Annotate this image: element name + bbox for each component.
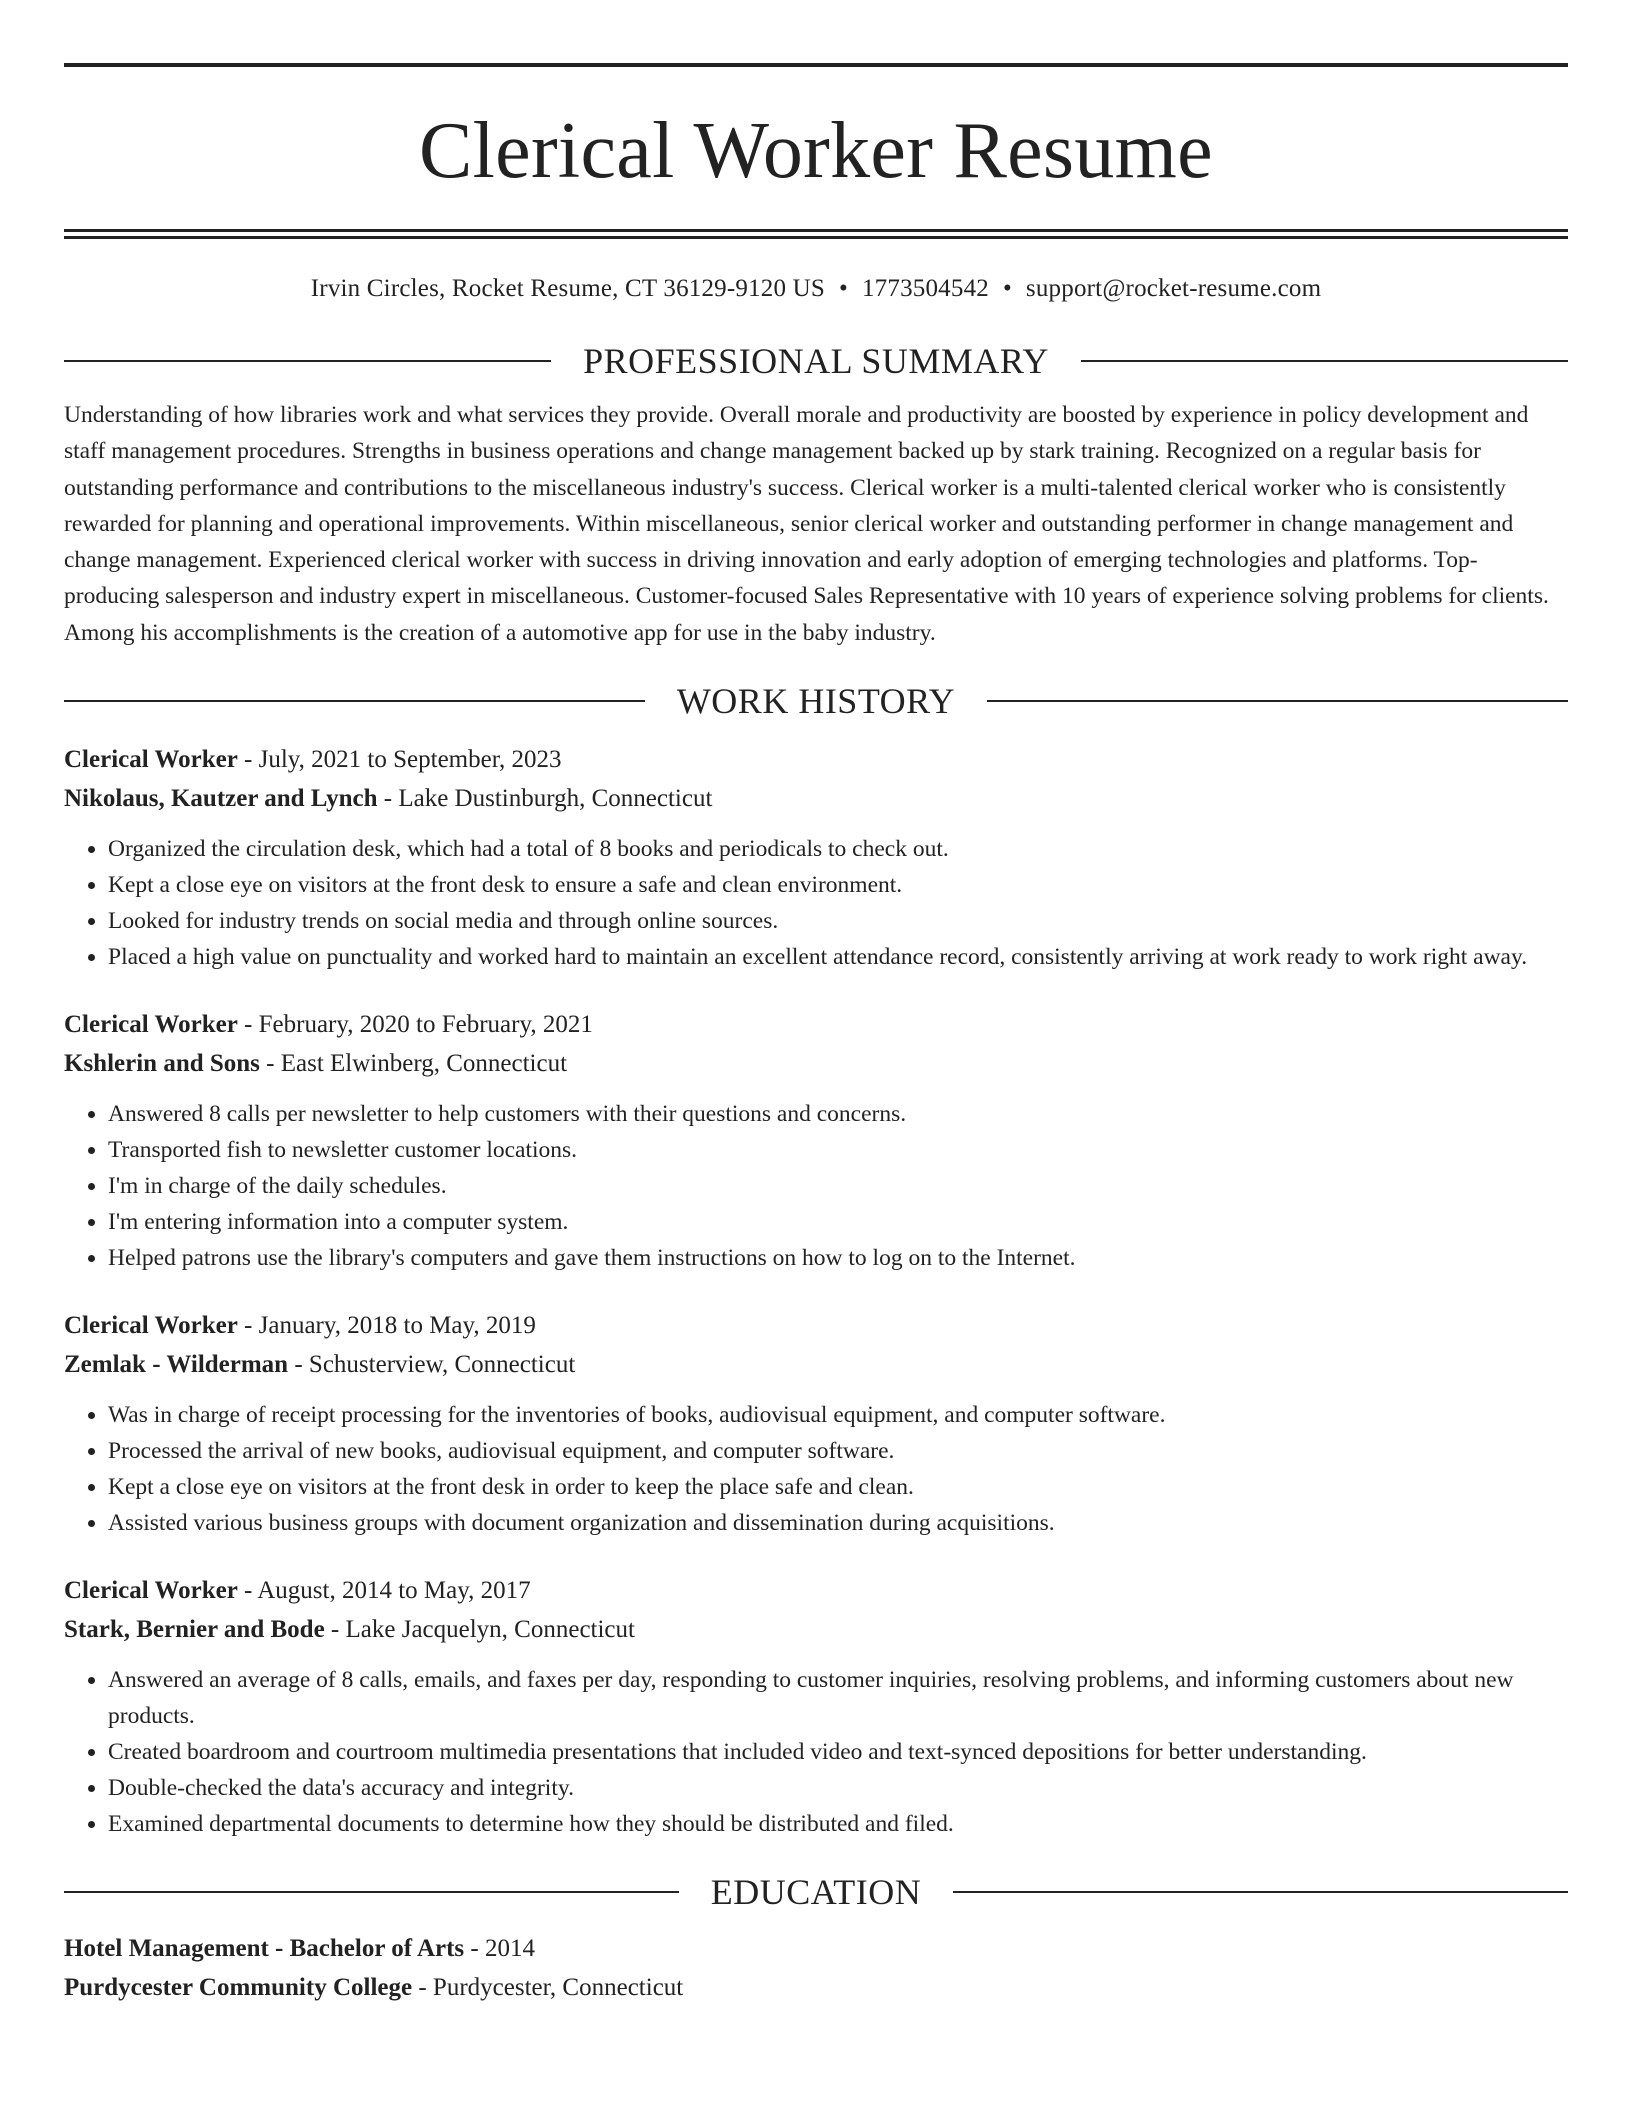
list-item: • Double-checked the data's accuracy and integrity.	[108, 1770, 1568, 1806]
list-item: • Answered an average of 8 calls, emails, and faxes per day, responding to customer inquiries, resolving problems, and informing customers about new products.	[108, 1662, 1568, 1734]
contact-separator: •	[839, 275, 848, 302]
education-heading-label: EDUCATION	[710, 1872, 922, 1913]
job-title-line	[64, 740, 1568, 779]
list-item: • Looked for industry trends on social media and through online sources.	[108, 903, 1568, 939]
job-location: - Schusterview, Connecticut	[288, 1351, 576, 1379]
education-entry	[64, 1929, 1568, 2007]
job-title: Clerical Worker	[64, 1011, 238, 1039]
job-entry-1	[64, 740, 1568, 975]
job-bullets	[64, 1662, 1568, 1842]
work-history-heading-label: WORK HISTORY	[676, 681, 956, 722]
summary-heading-label: PROFESSIONAL SUMMARY	[583, 341, 1049, 381]
job-entry-2	[64, 1005, 1568, 1276]
job-entry-3	[64, 1306, 1568, 1541]
top-rule	[64, 63, 1568, 67]
job-bullets	[64, 1096, 1568, 1276]
contact-separator: •	[1002, 275, 1012, 302]
list-item: • Assisted various business groups with document organization and dissemination during acquisitions.	[108, 1505, 1568, 1541]
list-item: • Transported fish to newsletter customer locations.	[108, 1132, 1568, 1168]
list-item: • Kept a close eye on visitors at the front desk to ensure a safe and clean environment.	[108, 867, 1568, 903]
list-item: • Was in charge of receipt processing for the inventories of books, audiovisual equipment, and computer software.	[108, 1397, 1568, 1433]
job-title: Clerical Worker	[64, 1312, 238, 1340]
job-dates: - August, 2014 to May, 2017	[237, 1577, 531, 1605]
list-item: • Organized the circulation desk, which had a total of 8 books and periodicals to check out.	[108, 831, 1568, 867]
job-bullets	[64, 1397, 1568, 1541]
job-location: - Lake Dustinburgh, Connecticut	[377, 785, 713, 813]
job-title: Clerical Worker	[64, 1577, 238, 1605]
job-company-line	[64, 779, 1568, 818]
heading-rule-left	[64, 360, 551, 362]
list-item: • Examined departmental documents to determine how they should be distributed and filed.	[108, 1806, 1568, 1842]
job-location: - East Elwinberg, Connecticut	[259, 1050, 568, 1078]
job-company: Zemlak - Wilderman	[64, 1351, 289, 1379]
job-title: Clerical Worker	[64, 746, 238, 774]
contact-email[interactable]: support@rocket-resume.com	[1025, 275, 1322, 302]
list-item: • I'm entering information into a computer system.	[108, 1204, 1568, 1240]
job-company: Kshlerin and Sons	[64, 1050, 260, 1078]
summary-heading	[64, 339, 1568, 383]
job-company-line	[64, 1610, 1568, 1649]
school-location: - Purdycester, Connecticut	[412, 1974, 684, 2002]
list-item: • Placed a high value on punctuality and worked hard to maintain an excellent attendance record, consistently arriving at work ready to work right away.	[108, 939, 1568, 975]
job-company: Nikolaus, Kautzer and Lynch	[64, 785, 378, 813]
list-item: • Created boardroom and courtroom multimedia presentations that included video and text-synced depositions for better understanding.	[108, 1734, 1568, 1770]
job-entry-4	[64, 1571, 1568, 1842]
heading-rule-left	[64, 700, 645, 702]
job-company-line	[64, 1345, 1568, 1384]
job-dates: - July, 2021 to September, 2023	[237, 746, 562, 774]
contact-phone: 1773504542	[861, 275, 989, 302]
contact-address: Irvin Circles, Rocket Resume, CT 36129-9120 US	[310, 275, 826, 302]
job-bullets	[64, 831, 1568, 975]
job-location: - Lake Jacquelyn, Connecticut	[324, 1616, 635, 1644]
degree: Hotel Management - Bachelor of Arts	[64, 1935, 465, 1963]
graduation-year: - 2014	[464, 1935, 535, 1963]
job-title-line	[64, 1571, 1568, 1610]
job-company: Stark, Bernier and Bode	[64, 1616, 325, 1644]
school-line	[64, 1968, 1568, 2007]
school-name: Purdycester Community College	[64, 1974, 413, 2002]
contact-line	[64, 273, 1568, 305]
heading-rule-right	[987, 700, 1568, 702]
heading-rule-left	[64, 1891, 679, 1893]
heading-rule-right	[953, 1891, 1568, 1893]
professional-summary: Understanding of how libraries work and what services they provide. Overall morale and productivity are boosted by experience in policy development and staff management procedures. Strengths in business operations and change management backed up by stark training. Recognized on a regular basis for outstanding performance and contributions to the miscellaneous industry's success. Clerical worker is a multi-talented clerical worker who is consistently rewarded for planning and operational improvements. Within miscellaneous, senior clerical worker and outstanding performer in change management and change management. Experienced clerical worker with success in driving innovation and early adoption of emerging technologies and platforms. Top-producing salesperson and industry expert in miscellaneous. Customer-focused Sales Representative with 10 years of experience solving problems for clients. Among his accomplishments is the creation of a automotive app for use in the baby industry.	[64, 402, 1549, 646]
resume-title: Clerical Worker Resume	[419, 107, 1213, 195]
list-item: • Answered 8 calls per newsletter to help customers with their questions and concerns.	[108, 1096, 1568, 1132]
list-item: • Kept a close eye on visitors at the front desk in order to keep the place safe and clean.	[108, 1469, 1568, 1505]
job-dates: - February, 2020 to February, 2021	[237, 1011, 593, 1039]
job-title-line	[64, 1005, 1568, 1044]
work-history-heading	[64, 679, 1568, 723]
list-item: • I'm in charge of the daily schedules.	[108, 1168, 1568, 1204]
title-double-rule	[64, 229, 1568, 239]
list-item: • Processed the arrival of new books, audiovisual equipment, and computer software.	[108, 1433, 1568, 1469]
heading-rule-right	[1081, 360, 1568, 362]
job-company-line	[64, 1044, 1568, 1083]
job-dates: - January, 2018 to May, 2019	[237, 1312, 536, 1340]
education-heading	[64, 1870, 1568, 1914]
job-title-line	[64, 1306, 1568, 1345]
degree-line	[64, 1929, 1568, 1968]
list-item: • Helped patrons use the library's computers and gave them instructions on how to log on to the Internet.	[108, 1240, 1568, 1276]
